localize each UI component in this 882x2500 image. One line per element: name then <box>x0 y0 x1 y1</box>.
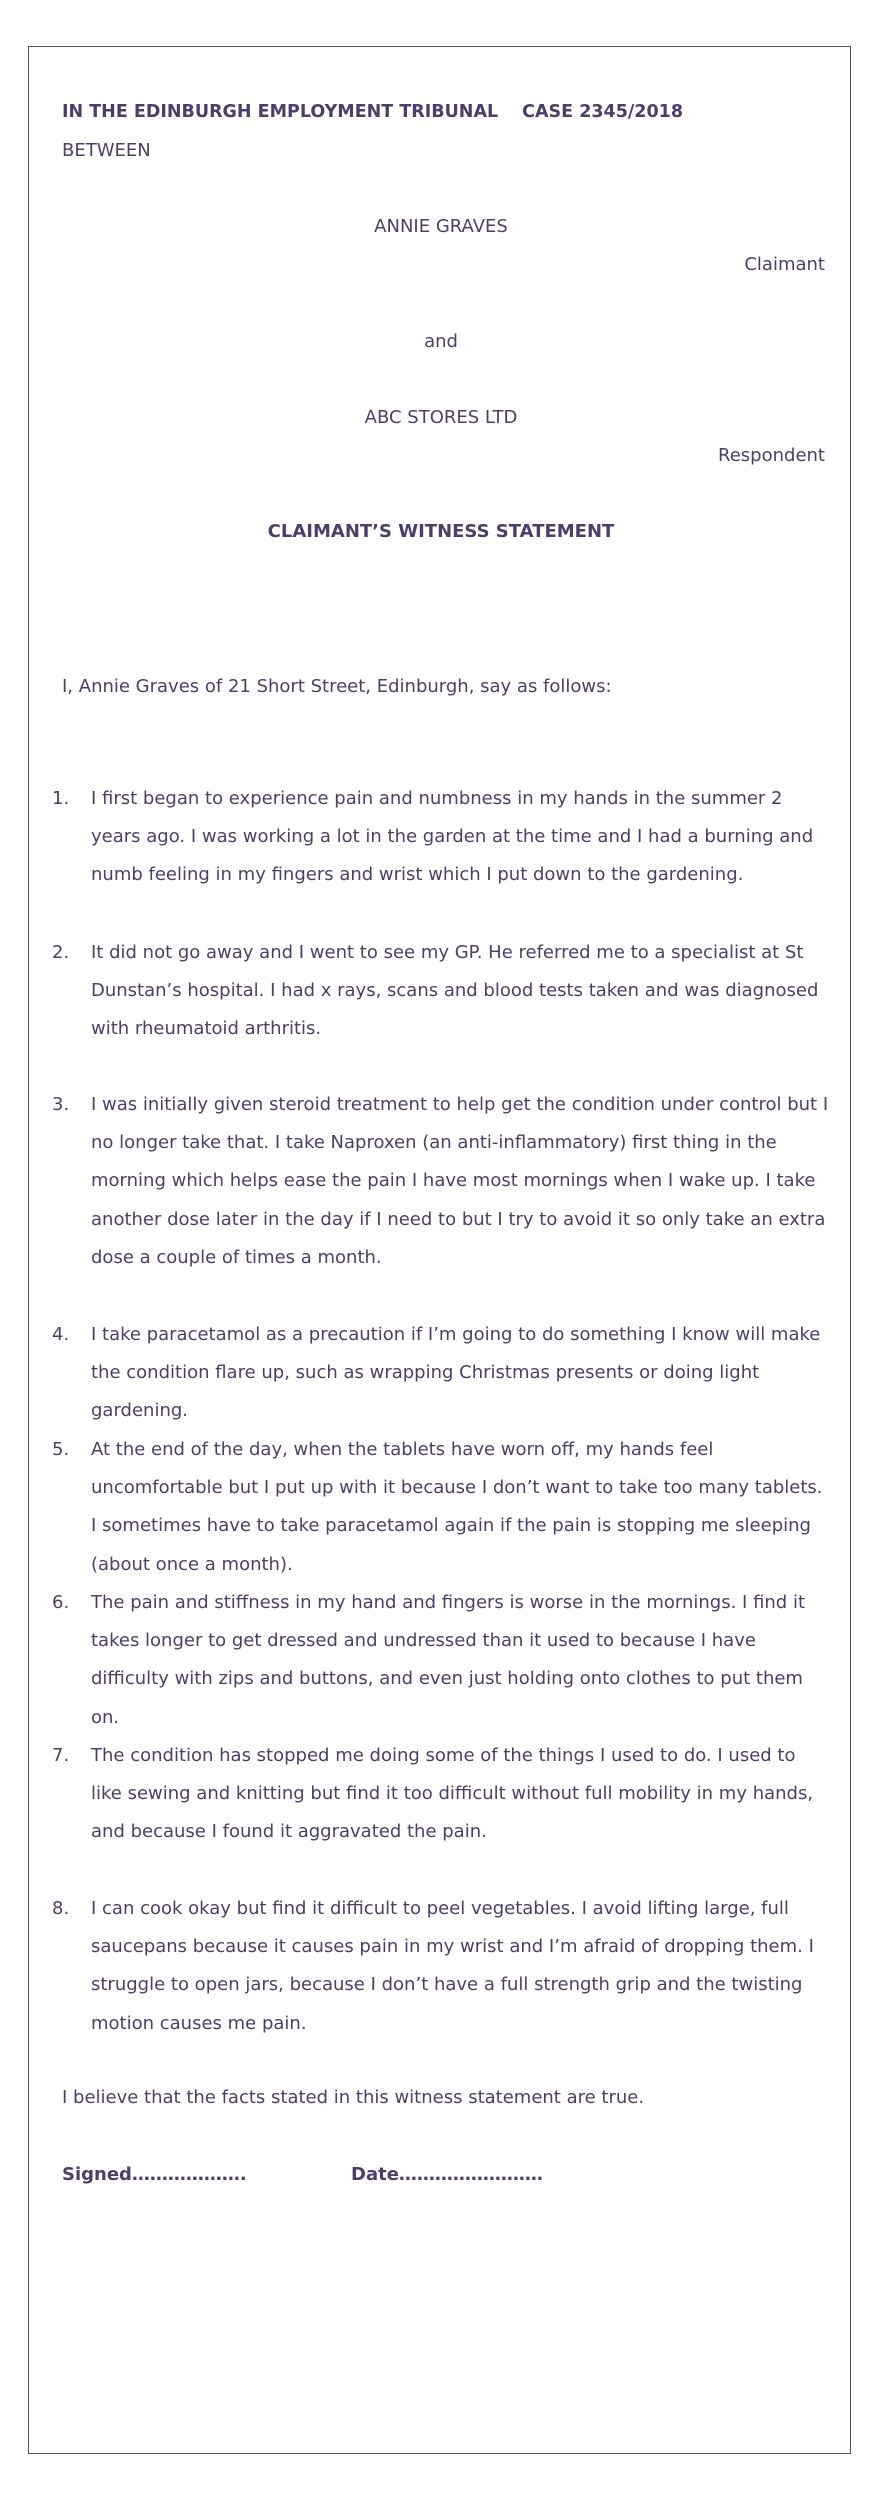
paragraph-number: 3. <box>52 1094 70 1115</box>
intro-statement: I, Annie Graves of 21 Short Street, Edinburgh, say as follows: <box>62 676 612 697</box>
claimant-role: Claimant <box>744 254 825 275</box>
paragraph-number: 2. <box>52 942 70 963</box>
respondent-role: Respondent <box>718 445 825 466</box>
paragraph-5 <box>52 1431 832 1584</box>
case-number: CASE 2345/2018 <box>522 102 683 122</box>
statement-title: CLAIMANT’S WITNESS STATEMENT <box>267 521 615 542</box>
paragraph-3 <box>52 1086 832 1277</box>
tribunal-header <box>62 102 683 122</box>
paragraph-text: I first began to experience pain and numbness in my hands in the summer 2 years ago. I was working a lot in the garden at the time and I had a burning and numb feeling in my fingers and wrist which I put down to the gardening. <box>91 788 814 886</box>
claimant-name: ANNIE GRAVES <box>374 216 508 237</box>
paragraph-8 <box>52 1890 832 2043</box>
paragraph-1 <box>52 780 832 895</box>
paragraph-number: 1. <box>52 788 70 809</box>
respondent-name: ABC STORES LTD <box>364 407 518 428</box>
signature-line: Signed………………. <box>62 2164 247 2185</box>
paragraph-number: 6. <box>52 1592 70 1613</box>
paragraph-text: I was initially given steroid treatment to help get the condition under control but I no longer take that. I take Naproxen (an anti-inflammatory) first thing in the morning which helps ease the pain I have most mornings when I wake up. I take another dose later in the day if I need to but I try to avoid it so only take an extra dose a couple of times a month. <box>91 1094 829 1268</box>
paragraph-number: 8. <box>52 1898 70 1919</box>
paragraph-text: At the end of the day, when the tablets have worn off, my hands feel uncomfortable but I put up with it because I don’t want to take too many tablets. I sometimes have to take paracetamol again if the pain is stopping me sleeping (about once a month). <box>91 1439 823 1575</box>
paragraph-text: The condition has stopped me doing some of the things I used to do. I used to like sewing and knitting but find it too difficult without full mobility in my hands, and because I found it aggravated the pain. <box>91 1745 814 1843</box>
paragraph-2 <box>52 934 832 1049</box>
and-label: and <box>424 331 458 352</box>
between-label: BETWEEN <box>62 140 151 161</box>
statement-of-truth: I believe that the facts stated in this witness statement are true. <box>62 2087 645 2108</box>
tribunal-name: IN THE EDINBURGH EMPLOYMENT TRIBUNAL <box>62 102 499 122</box>
paragraph-number: 4. <box>52 1324 70 1345</box>
paragraph-text: I can cook okay but find it difficult to peel vegetables. I avoid lifting large, full saucepans because it causes pain in my wrist and I’m afraid of dropping them. I struggle to open jars, because I don’t have a full strength grip and the twisting motion causes me pain. <box>91 1898 814 2034</box>
date-line: Date…………………… <box>351 2164 543 2185</box>
paragraph-number: 7. <box>52 1745 70 1766</box>
paragraph-4 <box>52 1316 832 1431</box>
paragraph-6 <box>52 1584 832 1737</box>
paragraph-text: I take paracetamol as a precaution if I’m going to do something I know will make the condition flare up, such as wrapping Christmas presents or doing light gardening. <box>91 1324 821 1422</box>
paragraph-number: 5. <box>52 1439 70 1460</box>
paragraph-7 <box>52 1737 832 1852</box>
paragraph-text: The pain and stiffness in my hand and fingers is worse in the mornings. I find it takes longer to get dressed and undressed than it used to because I have difficulty with zips and buttons, and even just holding onto clothes to put them on. <box>91 1592 806 1728</box>
paragraph-text: It did not go away and I went to see my GP. He referred me to a specialist at St Dunstan’s hospital. I had x rays, scans and blood tests taken and was diagnosed with rheumatoid arthritis. <box>91 942 819 1040</box>
